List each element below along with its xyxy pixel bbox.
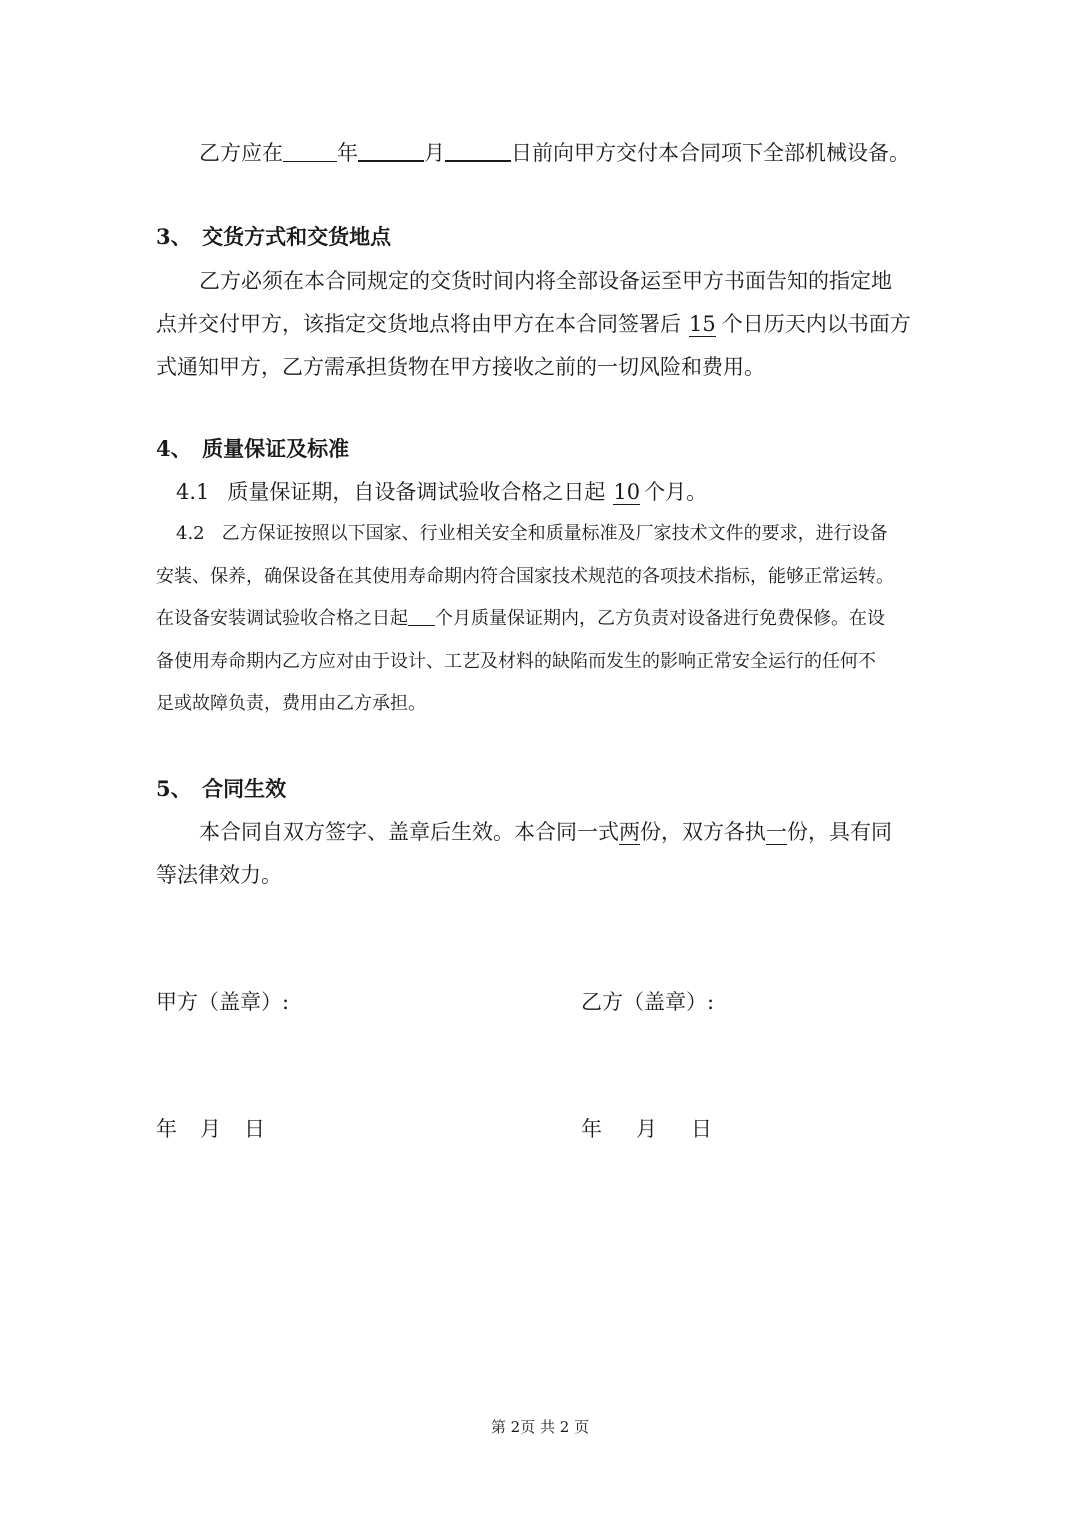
day-blank[interactable] xyxy=(445,138,511,162)
section-5-line-1-text-b: 份，双方各执 xyxy=(640,820,766,844)
item-4-2-number: 4.2 xyxy=(176,523,205,544)
item-4-1 xyxy=(176,477,707,507)
party-a-date xyxy=(156,1114,265,1144)
section-5-line-2: 等法律效力。 xyxy=(156,863,282,887)
delivery-suffix: 日前向甲方交付本合同项下全部机械设备。 xyxy=(511,141,910,165)
section-5-line-1-text-c: 份，具有同 xyxy=(787,820,892,844)
party-b-seal-label: 乙方（盖章）: xyxy=(581,990,715,1014)
delivery-days-value: 15 xyxy=(689,312,716,336)
party-a-year: 年 xyxy=(156,1117,177,1141)
item-4-1-text-b: 个月。 xyxy=(644,480,708,504)
item-4-2-line-1-text: 乙方保证按照以下国家、行业相关安全和质量标准及厂家技术文件的要求，进行设备 xyxy=(221,523,888,544)
item-4-2-line-1 xyxy=(176,519,888,549)
item-4-1-text-a: 质量保证期，自设备调试验收合格之日起 xyxy=(227,480,606,504)
year-blank[interactable] xyxy=(283,139,337,162)
section-5-heading: 5、 合同生效 xyxy=(156,776,287,801)
month-blank[interactable] xyxy=(358,138,424,162)
party-b-date xyxy=(581,1114,712,1144)
section-3-line-3: 式通知甲方，乙方需承担货物在甲方接收之前的一切风险和费用。 xyxy=(156,355,765,379)
party-a-day: 日 xyxy=(244,1117,265,1141)
party-b-year: 年 xyxy=(581,1117,602,1141)
party-b-month: 月 xyxy=(636,1117,657,1141)
item-4-2-line-3-text-a: 在设备安装调试验收合格之日起 xyxy=(156,608,408,629)
warranty-months-value: 10 xyxy=(613,480,641,504)
item-4-2-line-3 xyxy=(156,604,885,634)
party-a-seal-label: 甲方（盖章）: xyxy=(156,990,290,1014)
warranty-period-blank[interactable] xyxy=(408,605,435,626)
section-3-line-2-text-a: 点并交付甲方，该指定交货地点将由甲方在本合同签署后 xyxy=(156,312,681,336)
section-4-heading: 4、 质量保证及标准 xyxy=(156,436,350,461)
page-number: 第 2页 共 2 页 xyxy=(490,1418,590,1436)
section-3-line-2-text-b: 个日历天内以书面方 xyxy=(721,312,911,336)
item-4-2-line-5: 足或故障负责，费用由乙方承担。 xyxy=(156,693,426,714)
delivery-prefix: 乙方应在 xyxy=(199,141,283,165)
section-3-heading: 3、 交货方式和交货地点 xyxy=(156,224,392,249)
section-3-line-1: 乙方必须在本合同规定的交货时间内将全部设备运至甲方书面告知的指定地 xyxy=(199,269,892,293)
delivery-time-line xyxy=(199,138,910,168)
section-3-line-2 xyxy=(156,309,911,339)
section-5-line-1-text-a: 本合同自双方签字、盖章后生效。本合同一式 xyxy=(199,820,619,844)
delivery-year-label: 年 xyxy=(337,141,358,165)
delivery-month-label: 月 xyxy=(424,141,445,165)
item-4-1-number: 4.1 xyxy=(176,480,210,504)
party-b-day: 日 xyxy=(691,1117,712,1141)
copies-value: 两 xyxy=(619,820,640,844)
item-4-2-line-4: 备使用寿命期内乙方应对由于设计、工艺及材料的缺陷而发生的影响正常安全运行的任何不 xyxy=(156,651,876,672)
item-4-2-line-3-text-b: 个月质量保证期内，乙方负责对设备进行免费保修。在设 xyxy=(435,608,885,629)
section-5-line-1 xyxy=(199,817,892,847)
party-a-month: 月 xyxy=(200,1117,221,1141)
copies-each-value: 一 xyxy=(766,820,787,844)
item-4-2-line-2: 安装、保养，确保设备在其使用寿命期内符合国家技术规范的各项技术指标，能够正常运转。 xyxy=(156,566,894,587)
